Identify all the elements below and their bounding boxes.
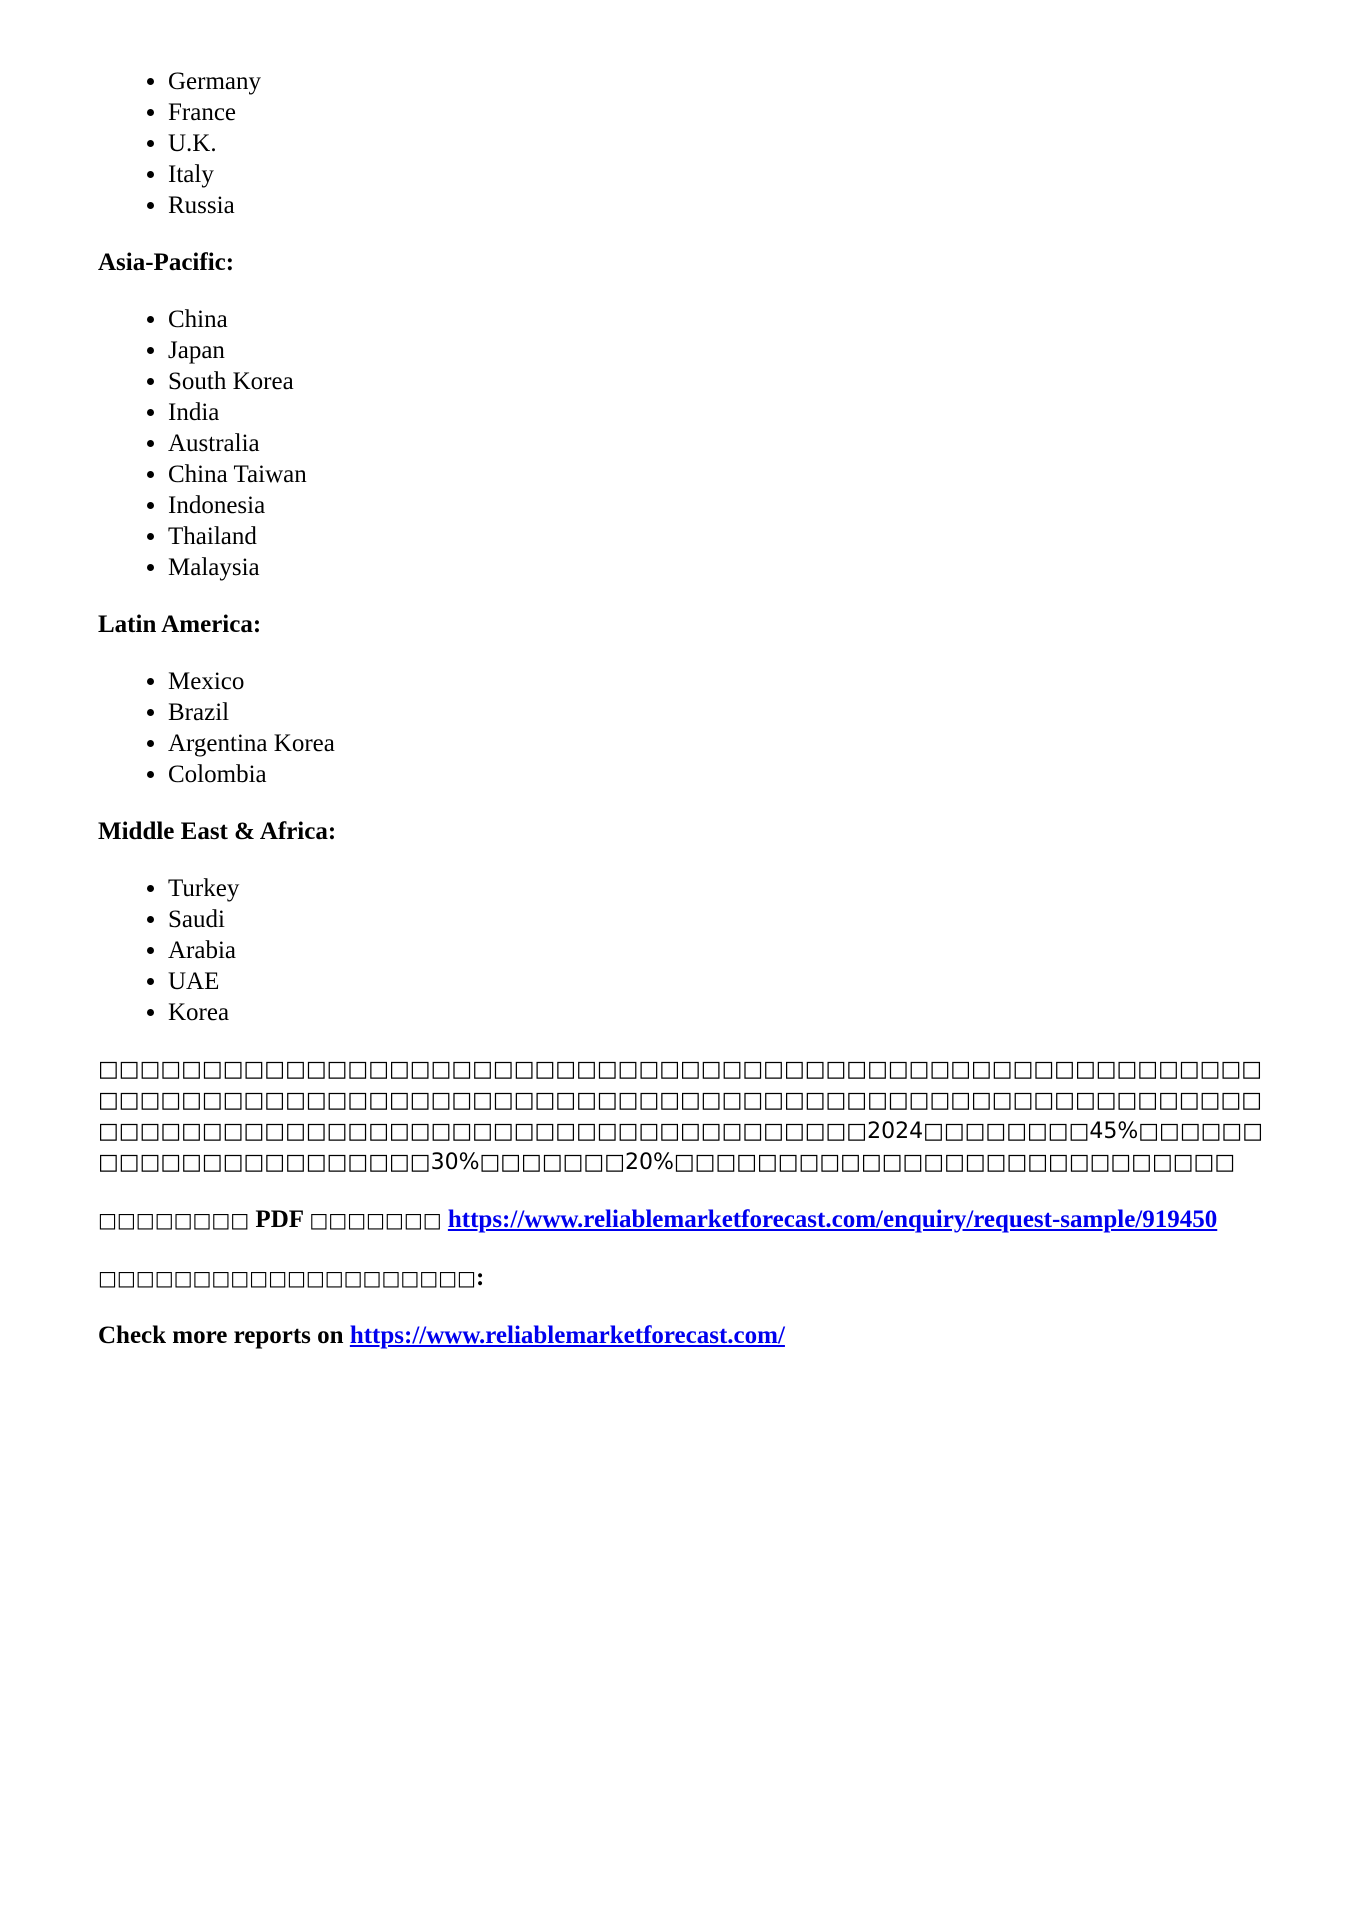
list-item: • Australia <box>168 428 1278 459</box>
more-reports-line <box>98 1320 1278 1351</box>
list-item: • China Taiwan <box>168 459 1278 490</box>
list-item: • Italy <box>168 159 1278 190</box>
list-item: • Russia <box>168 190 1278 221</box>
europe-country-list <box>98 66 1278 221</box>
list-item: • Korea <box>168 997 1278 1028</box>
list-item: • Japan <box>168 335 1278 366</box>
list-item: • Saudi <box>168 904 1278 935</box>
list-item: • Malaysia <box>168 552 1278 583</box>
list-item: • France <box>168 97 1278 128</box>
summary-paragraph: □□□□□□□□□□□□□□□□□□□□□□□□□□□□□□□□□□□□□□□□□□□□□□□□□□□□□□□□□□□□□□□□□□□□□□□□□□□□□□□□□□□□□□□□□□□□□□□□□□□□□□□□□□□□□□□□□□□□□□□□□□□□□□□□□□□□□□□□□□□□□□□□□□□□□2024□□□□□□□□45%□□□□□□□□□□□□□□□□□□□□□□30%□□□□□□□20%□□□□□□□□□□□□□□□□□□□□□□□□□□□ <box>98 1057 1263 1175</box>
latin-america-heading: Latin America: <box>98 611 262 638</box>
more-reports-label: Check more reports on <box>98 1322 344 1349</box>
list-item: • Colombia <box>168 759 1278 790</box>
middle-east-africa-country-list <box>98 873 1278 1028</box>
more-reports-link[interactable]: https://www.reliablemarketforecast.com/ <box>349 1322 785 1349</box>
contact-colon: : <box>475 1264 485 1291</box>
contact-line <box>98 1262 1278 1294</box>
list-item: • UAE <box>168 966 1278 997</box>
list-item: • China <box>168 304 1278 335</box>
list-item: • Mexico <box>168 666 1278 697</box>
list-item: • Argentina Korea <box>168 728 1278 759</box>
pdf-label: PDF <box>255 1206 304 1233</box>
asia-pacific-country-list <box>98 304 1278 583</box>
list-item: • India <box>168 397 1278 428</box>
list-item: • Indonesia <box>168 490 1278 521</box>
latin-america-country-list <box>98 666 1278 790</box>
list-item: • Turkey <box>168 873 1278 904</box>
list-item: • Thailand <box>168 521 1278 552</box>
asia-pacific-heading: Asia-Pacific: <box>98 249 235 276</box>
list-item: • Brazil <box>168 697 1278 728</box>
document-page <box>98 66 1278 1351</box>
contact-text: □□□□□□□□□□□□□□□□□□□□ <box>98 1266 476 1290</box>
list-item: • Germany <box>168 66 1278 97</box>
list-item: • South Korea <box>168 366 1278 397</box>
list-item: • Arabia <box>168 935 1278 966</box>
sample-request-line <box>98 1204 1278 1236</box>
sample-suffix-text: □□□□□□□ <box>309 1208 442 1232</box>
sample-prefix-text: □□□□□□□□ <box>98 1208 250 1232</box>
middle-east-africa-heading: Middle East & Africa: <box>98 818 337 845</box>
sample-request-link[interactable]: https://www.reliablemarketforecast.com/enquiry/request-sample/919450 <box>447 1206 1218 1233</box>
list-item: • U.K. <box>168 128 1278 159</box>
